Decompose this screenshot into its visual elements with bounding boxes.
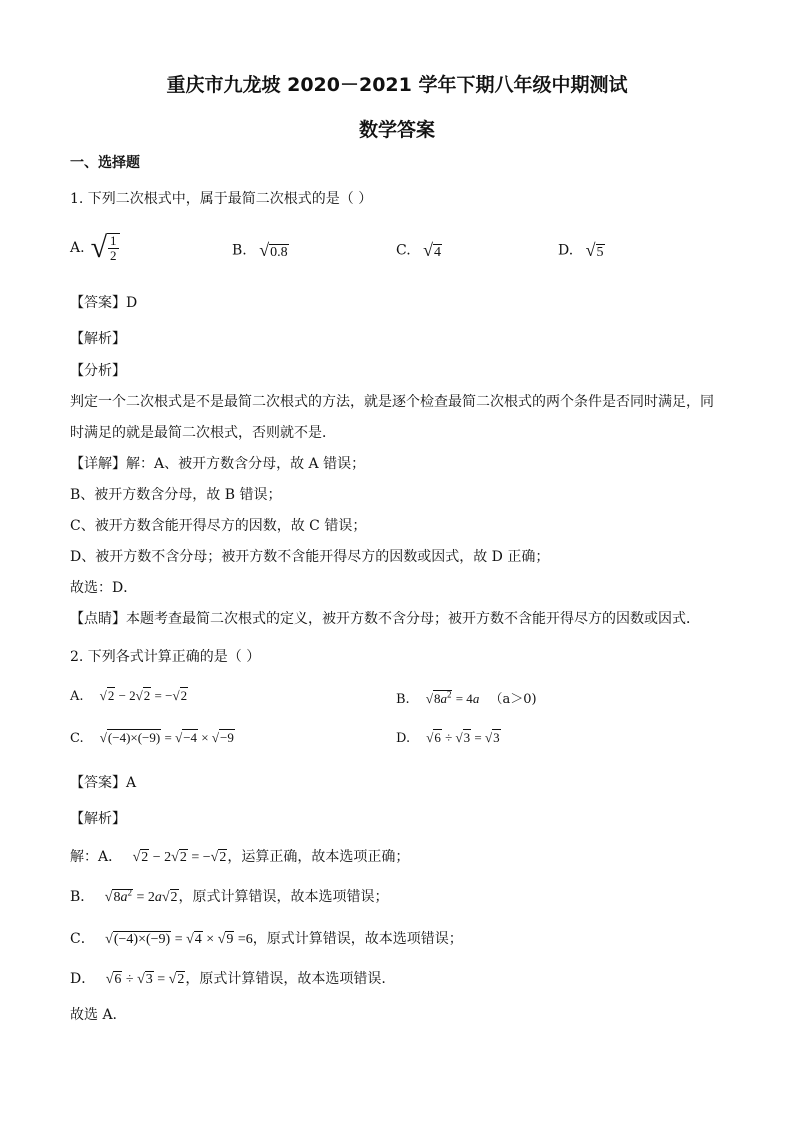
q2-solution-d: D． √6 ÷ √3 = √2，原式计算错误，故本选项错误. [70, 971, 386, 987]
q2-option-d: D. √6 ÷ √3 = √3 [396, 730, 500, 746]
q1-option-a-denominator: 2 [110, 248, 117, 263]
q1-option-d-radicand: 5 [596, 245, 604, 260]
q1-analysis-line1: 判定一个二次根式是不是最简二次根式的方法，就是逐个检查最简二次根式的两个条件是否同时满足，同 [70, 394, 714, 410]
q1-option-a-label: A. [70, 240, 85, 256]
q2-option-a: A. √2 − 2√2 = −√2 [70, 688, 188, 704]
q1-option-b-radicand: 0.8 [270, 245, 288, 260]
q2-option-c-label: C. [70, 731, 84, 746]
q2-option-b-label: B. [396, 692, 410, 707]
page-subtitle: 数学答案 [358, 119, 435, 141]
q1-option-a-numerator: 1 [110, 233, 117, 248]
q2-option-b: B. $√8a^2 = 4a$ （a＞0) [396, 689, 537, 707]
q2-solution-a: 解：A． √2 − 2√2 = −√2，运算正确，故本选项正确； [70, 849, 410, 865]
section-heading: 一、选择题 [70, 155, 140, 171]
q1-detail-c: C、被开方数含能开得尽方的因数，故 C 错误； [70, 518, 367, 534]
q2-option-d-label: D. [396, 731, 411, 746]
q2-option-b-condition: （a＞0) [489, 692, 537, 707]
q1-option-a: A. √ $\frac{1}{2}$ [70, 228, 120, 268]
q2-choose: 故选 A. [70, 1007, 118, 1023]
q1-option-b-label: B. [232, 242, 247, 259]
q1-stem: 1. 下列二次根式中，属于最简二次根式的是（ ） [70, 191, 373, 207]
q1-option-d: D. √5 [558, 240, 604, 260]
q1-option-c-label: C. [396, 242, 411, 259]
q1-detail-d: D、被开方数不含分母；被开方数不含能开得尽方的因数或因式，故 D 正确； [70, 549, 550, 565]
q1-analysis-line2: 时满足的就是最简二次根式，否则就不是． [70, 425, 336, 441]
q1-comment: 【点睛】本题考查最简二次根式的定义，被开方数不含分母；被开方数不含能开得尽方的因数或因式． [70, 611, 700, 627]
q1-choose: 故选：D． [70, 580, 138, 596]
q2-answer: 【答案】A [70, 775, 137, 791]
q2-solution-b: B． $√8a^2 = 2a√2$，原式计算错误，故本选项错误； [70, 887, 389, 905]
q1-option-c-radicand: 4 [434, 245, 442, 260]
page-title: 重庆市九龙坡 2020－2021 学年下期八年级中期测试 [166, 74, 628, 96]
q2-stem: 2. 下列各式计算正确的是（ ） [70, 649, 261, 665]
q1-option-d-label: D. [558, 242, 574, 259]
q1-answer: 【答案】D [70, 295, 138, 311]
q1-detail-a: 【详解】解：A、被开方数含分母，故 A 错误； [70, 456, 366, 472]
q2-solution-c: C． √(−4)×(−9) = √4 × √9 =6，原式计算错误，故本选项错误； [70, 931, 463, 947]
q1-option-b: B. √0.8 [232, 240, 288, 260]
q2-option-a-label: A. [70, 689, 84, 704]
q1-detail-b: B、被开方数含分母，故 B 错误； [70, 487, 282, 503]
q2-option-c: C. √(−4)×(−9) = √−4 × √−9 [70, 730, 234, 746]
q1-fenxi: 【分析】 [70, 363, 126, 379]
q2-jiexi: 【解析】 [70, 811, 126, 827]
q1-jiexi: 【解析】 [70, 331, 126, 347]
q1-option-c: C. √4 [396, 240, 442, 260]
